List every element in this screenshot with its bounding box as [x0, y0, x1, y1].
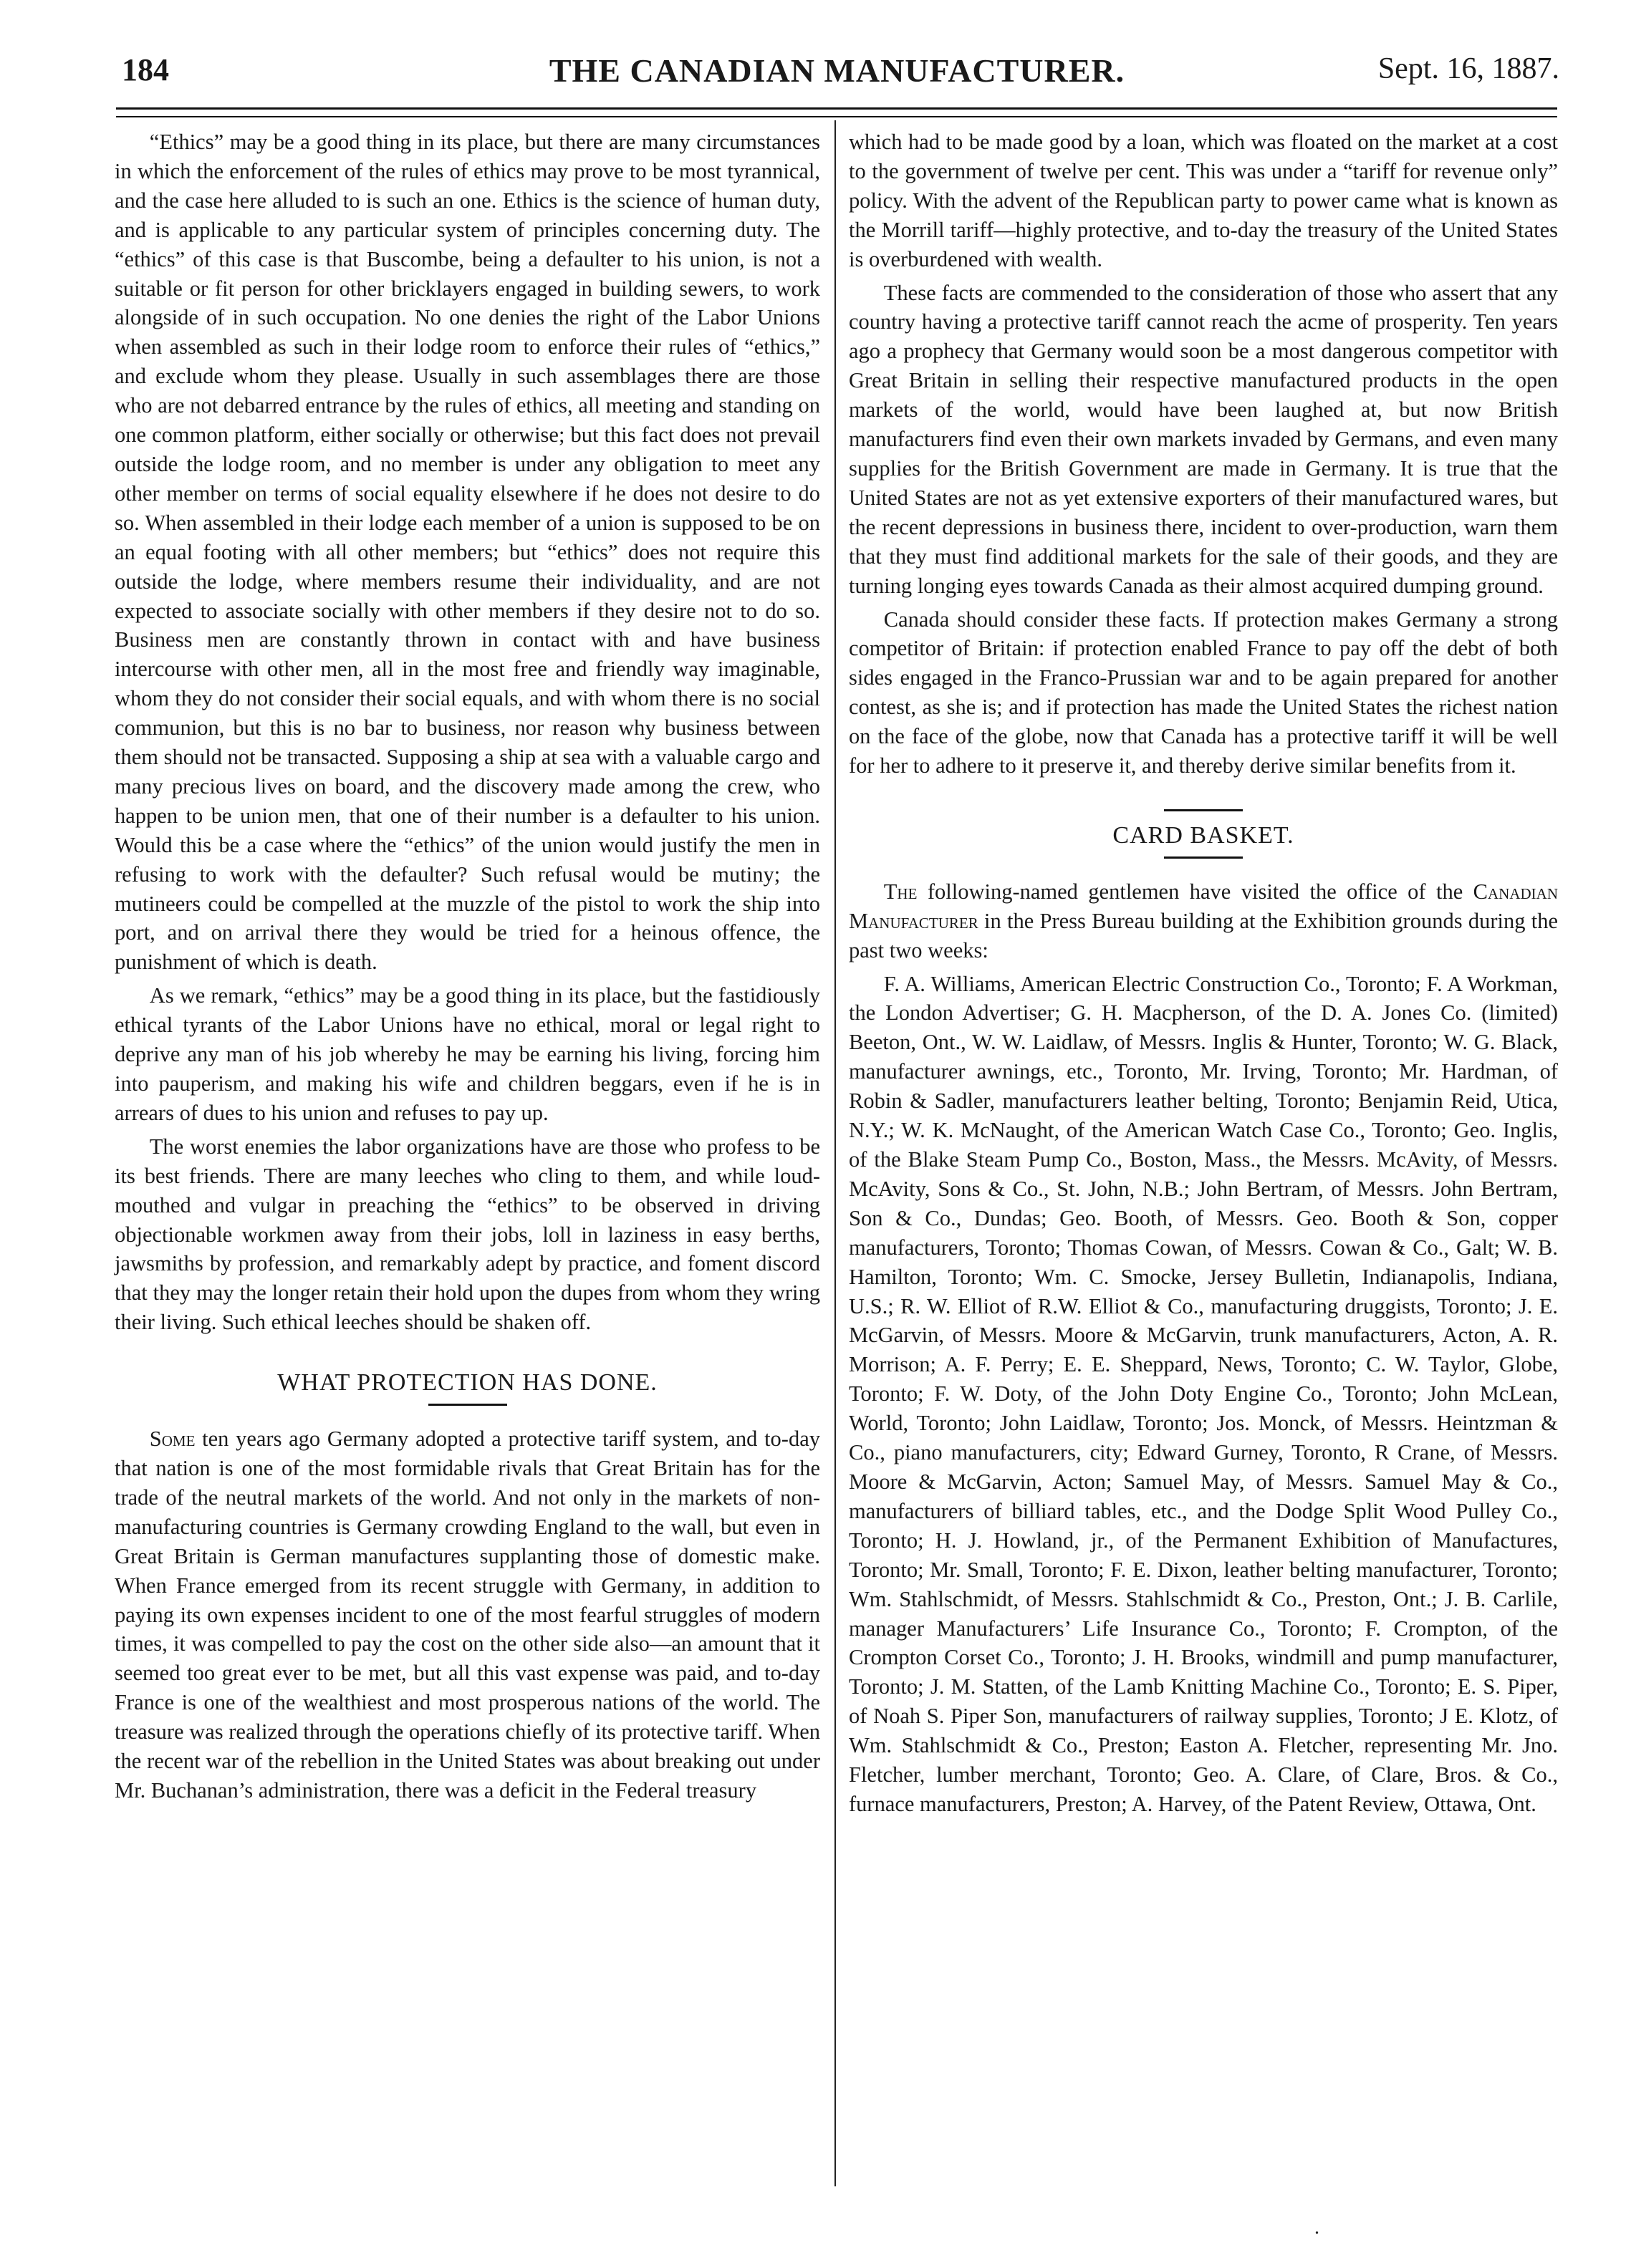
stray-mark: .	[1314, 2216, 1319, 2239]
protection-lead-word: Some	[149, 1427, 196, 1452]
card-lead-word: The	[883, 879, 918, 904]
card-basket-intro	[849, 877, 1558, 965]
heading-rule	[1164, 856, 1243, 859]
ethics-paragraph-1: “Ethics” may be a good thing in its place, but there are many circumstances in which the enforcement of the rules of ethics may prove to be most tyrannical, and the case here alluded to is such an one. Ethics is the science of human duty, and is applicable to any particular system of principles concerning duty. The “ethics” of this case is that Buscombe, being a defaulter to his union, is not a suitable or fit person for other bricklayers engaged in building sewers, to work alongside of in such occupation. No one denies the right of the Labor Unions when assembled as such in their lodge room to enforce their rules of “ethics,” and exclude whom they please. Usually in such assemblages there are those who are not debarred entrance by the rules of ethics, all meeting and standing on one common platform, either socially or otherwise; but this fact does not prevail outside the lodge room, and no member is under any obligation to meet any other member on terms of social equality elsewhere if he does not desire to do so. When assembled in their lodge each member of a union is supposed to be on an equal footing with all other members; but “ethics” does not require this outside the lodge, where members resume their individuality, and are not expected to associate socially with other members if they desire not to do so. Business men are constantly thrown in contact with and have business intercourse with other men, all in the most free and friendly way imaginable, whom they do not consider their social equals, and with whom there is no social communion, but this is no bar to business, nor reason why business between them should not be transacted. Supposing a ship at sea with a valuable cargo and many precious lives on board, and the discovery made among the crew, who happen to be union men, that one of their number is a defaulter to his union. Would this be a case where the “ethics” of the union would justify the men in refusing to work with the defaulter? Such refusal would be mutiny; the mutineers could be compelled at the muzzle of the pistol to work the ship into port, and on arrival there they would be tried for a heinous offence, the punishment of which is death.	[115, 130, 820, 975]
protection-paragraph-3: Canada should consider these facts. If protection makes Germany a strong competitor of Britain: if protection enabled France to pay off the debt of both sides engaged in the Franco-Prussian war and to be again prepared for another contest, as she is; and if protection has made the United States the richest nation on the face of the globe, now that Canada has a protective tariff it will be well for her to adhere to it preserve it, and thereby derive similar benefits from it.	[849, 607, 1558, 778]
header-rule-thin	[116, 116, 1557, 117]
page-header	[115, 52, 1559, 109]
protection-paragraph-2: These facts are commended to the consideration of those who assert that any country having a protective tariff cannot reach the acme of prosperity. Ten years ago a prophecy that Germany would soon be a most dangerous competitor with Great Britain in selling their respective manufactured products in the open markets of the world, would have been laughed at, but now British manufacturers find even their own markets invaded by Germans, and even many supplies for the British Government are made in Germany. It is true that the United States are not as yet extensive exporters of their manufactured wares, but the recent depressions in business there, incident to over-production, warn them that they must find additional markets for the sale of their goods, and they are turning longing eyes towards Canada as their almost acquired dumping ground.	[849, 280, 1558, 598]
protection-paragraph-1-text: ten years ago Germany adopted a protective tariff system, and to-day that nation is one of the most formidable rivals that Great Britain has for the trade of the neutral markets of the world. And not only in the markets of non-manufacturing countries is Germany crowding England to the wall, but even in Great Britain is German manufactures supplanting those of domestic make. When France emerged from its recent struggle with Germany, in addition to paying its own expenses incident to one of the most fearful struggles of modern times, it was compelled to pay the cost on the other side also—an amount that it seemed too great ever to be met, but all this vast expense was paid, and to-day France is one of the wealthiest and most prosperous nations of the world. The treasure was realized through the operations chiefly of its protective tariff. When the recent war of the rebellion in the United States was about breaking out under Mr. Buchanan’s administration, there was a deficit in the Federal treasury	[115, 1427, 820, 1803]
card-intro-publication: Canadian Manufacturer	[849, 879, 1558, 933]
column-divider	[834, 120, 836, 2186]
issue-date: Sept. 16, 1887.	[1377, 52, 1559, 85]
page-number: 184	[122, 52, 169, 87]
protection-heading: WHAT PROTECTION HAS DONE.	[277, 1369, 658, 1396]
card-intro-text-2: in the Press Bureau building at the Exhibition grounds during the past two weeks:	[849, 908, 1558, 962]
section-rule-top	[1164, 809, 1243, 811]
card-basket-visitors: F. A. Williams, American Electric Construction Co., Toronto; F. A Workman, the London Advertiser; G. H. Macpherson, of the D. A. Jones Co. (limited) Beeton, Ont., W. W. Laidlaw, of Messrs. Inglis & Hunter, Toronto; W. G. Black, manufacturer awnings, etc., Toronto, Mr. Irving, Toronto; Mr. Hardman, of Robin & Sadler, manufacturers leather belting, Toronto; Benjamin Reid, Utica, N.Y.; W. K. McNaught, of the American Watch Case Co., Toronto; Geo. Inglis, of the Blake Steam Pump Co., Boston, Mass., the Messrs. McAvity, of Messrs. McAvity, Sons & Co., St. John, N.B.; John Bertram, of Messrs. John Bertram, Son & Co., Dundas; Geo. Booth, of Messrs. Geo. Booth & Son, copper manufacturers, Toronto; Thomas Cowan, of Messrs. Cowan & Co., Galt; W. B. Hamilton, Toronto; Wm. C. Smocke, Jersey Bulletin, Indianapolis, Indiana, U.S.; R. W. Elliot of R.W. Elliot & Co., manufacturing druggists, Toronto; J. E. McGarvin, of Messrs. Moore & McGarvin, trunk manufacturers, Acton, A. R. Morrison; A. F. Perry; E. E. Sheppard, News, Toronto; C. W. Taylor, Globe, Toronto; F. W. Doty, of the John Doty Engine Co., Toronto; John McLean, World, Toronto; John Laidlaw, Toronto; Jos. Monck, of Messrs. Heintzman & Co., piano manufacturers, city; Edward Gurney, Toronto, R Crane, of Messrs. Moore & McGarvin, Acton; Samuel May, of Messrs. Samuel May & Co., manufacturers of billiard tables, etc., and the Dodge Split Wood Pulley Co., Toronto; H. J. Howland, jr., of the Permanent Exhibition of Manufactures, Toronto; Mr. Small, Toronto; F. E. Dixon, leather belting manufacturer, Toronto; Wm. Stahlschmidt, of Messrs. Stahlschmidt & Co., Preston, Ont.; J. B. Carlile, manager Manufacturers’ Life Insurance Co., Toronto; F. Crompton, of the Crompton Corset Co., Toronto; J. H. Brooks, windmill and pump manufacturer, Toronto; J. M. Statten, of the Lamb Knitting Machine Co., Toronto; E. S. Piper, of Noah S. Piper Son, manufacturers of railway supplies, Toronto; J E. Klotz, of Wm. Stahlschmidt & Co., Preston; Easton A. Fletcher, representing Mr. Jno. Fletcher, lumber merchant, Toronto; Geo. A. Clare, of Clare, Bros. & Co., furnace manufacturers, Preston; A. Harvey, of the Patent Review, Ottawa, Ont.	[849, 971, 1558, 1816]
publication-title: THE CANADIAN MANUFACTURER.	[549, 52, 1125, 89]
card-basket-heading: CARD BASKET.	[1112, 821, 1294, 849]
protection-paragraph-1	[115, 1424, 820, 1805]
ethics-paragraph-2: As we remark, “ethics” may be a good thing in its place, but the fastidiously ethical tyrants of the Labor Unions have no ethical, moral or legal right to deprive any man of his job whereby he may be earning his living, forcing him into pauperism, and making his wife and children beggars, even if he is in arrears of dues to his union and refuses to pay up.	[115, 983, 820, 1125]
protection-paragraph-1-continued: which had to be made good by a loan, which was floated on the market at a cost to the government of twelve per cent. This was under a “tariff for revenue only” policy. With the advent of the Republican party to power came what is known as the Morrill tariff—highly protective, and to-day the treasury of the United States is overburdened with wealth.	[849, 130, 1558, 271]
left-column	[115, 127, 820, 1805]
card-intro-text-1: following-named gentlemen have visited the office of the	[917, 879, 1473, 904]
ethics-paragraph-3: The worst enemies the labor organizations have are those who profess to be its best friends. There are many leeches who cling to them, and while loud-mouthed and vulgar in preaching the “ethics” to be observed in driving objectionable workmen away from their jobs, loll in laziness in easy berths, jawsmiths by profession, and remarkably adept by practice, and foment discord that they may the longer retain their hold upon the dupes from whom they wring their living. Such ethical leeches should be shaken off.	[115, 1134, 820, 1335]
right-column	[849, 127, 1558, 1819]
header-rule-thick	[116, 107, 1557, 110]
heading-rule	[428, 1404, 507, 1406]
